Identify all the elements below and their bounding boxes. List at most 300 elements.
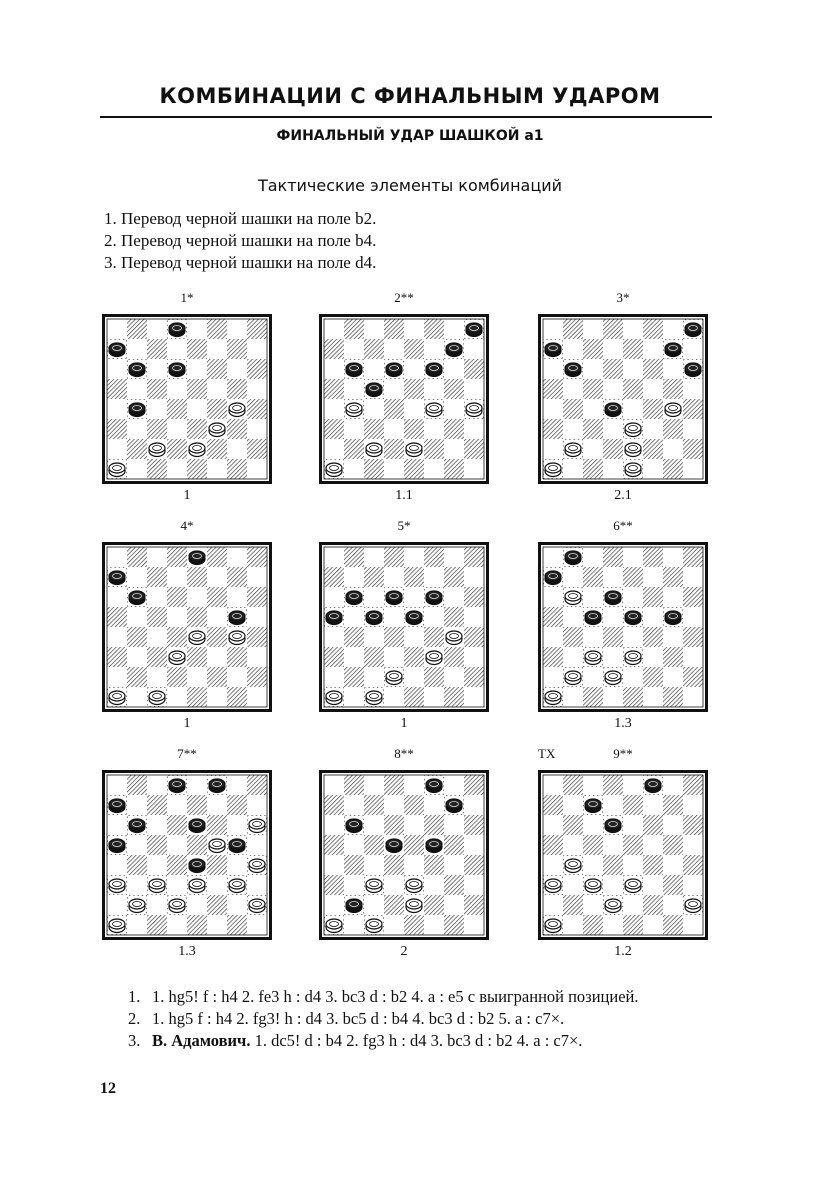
white-checker — [624, 420, 642, 438]
dark-square — [623, 835, 643, 855]
dark-square — [623, 339, 643, 359]
black-checker — [644, 776, 662, 794]
dark-square — [247, 547, 267, 567]
white-checker — [564, 668, 582, 686]
white-checker — [325, 460, 343, 478]
dark-square — [324, 419, 344, 439]
white-checker — [248, 856, 266, 874]
dark-square — [404, 379, 424, 399]
dark-square — [324, 875, 344, 895]
dark-square — [207, 855, 227, 875]
dark-square — [247, 775, 267, 795]
dark-square — [127, 439, 147, 459]
dark-square — [167, 547, 187, 567]
dark-square — [227, 567, 247, 587]
white-checker — [108, 916, 126, 934]
dark-square — [543, 835, 563, 855]
solutions-list — [128, 986, 718, 1052]
white-checker — [624, 876, 642, 894]
dark-square — [384, 319, 404, 339]
black-checker — [405, 608, 423, 626]
dark-square — [464, 895, 484, 915]
black-checker — [604, 816, 622, 834]
black-checker — [128, 360, 146, 378]
white-checker — [248, 816, 266, 834]
dark-square — [603, 855, 623, 875]
white-checker — [624, 460, 642, 478]
dark-square — [384, 855, 404, 875]
white-checker — [564, 588, 582, 606]
dark-square — [187, 419, 207, 439]
white-checker — [108, 460, 126, 478]
dark-square — [364, 459, 384, 479]
black-checker — [188, 856, 206, 874]
white-checker — [168, 648, 186, 666]
black-checker — [544, 568, 562, 586]
dark-square — [167, 855, 187, 875]
dark-square — [384, 547, 404, 567]
dark-square — [583, 379, 603, 399]
white-checker — [365, 876, 383, 894]
dark-square — [404, 419, 424, 439]
dark-square — [127, 775, 147, 795]
section-heading: Тактические элементы комбинаций — [257, 176, 563, 195]
dark-square — [683, 855, 703, 875]
black-checker — [544, 340, 562, 358]
dark-square — [187, 607, 207, 627]
dark-square — [643, 587, 663, 607]
dark-square — [187, 687, 207, 707]
dark-square — [683, 667, 703, 687]
dark-square — [583, 459, 603, 479]
dark-square — [107, 379, 127, 399]
white-checker — [584, 648, 602, 666]
dark-square — [344, 775, 364, 795]
dark-square — [583, 339, 603, 359]
dark-square — [404, 795, 424, 815]
tactical-elements-list — [104, 208, 704, 274]
white-checker — [405, 440, 423, 458]
checkerboard — [102, 770, 272, 940]
black-checker — [208, 776, 226, 794]
dark-square — [247, 667, 267, 687]
dark-square — [187, 647, 207, 667]
dark-square — [663, 419, 683, 439]
page-title: КОМБИНАЦИИ С ФИНАЛЬНЫМ УДАРОМ — [159, 84, 661, 108]
black-checker — [624, 608, 642, 626]
dark-square — [187, 379, 207, 399]
white-checker — [624, 440, 642, 458]
dark-square — [344, 667, 364, 687]
black-checker — [664, 340, 682, 358]
dark-square — [543, 419, 563, 439]
dark-square — [464, 587, 484, 607]
diagram-label: 3* — [616, 290, 630, 305]
diagram-label: 5* — [397, 518, 411, 533]
white-checker — [405, 876, 423, 894]
solution-text: 1. hg5 f : h4 2. fg3! h : d4 3. bc5 d : b4 4. bc3 d : b2 5. a : c7×. — [152, 1009, 565, 1028]
dark-square — [384, 399, 404, 419]
dark-square — [543, 379, 563, 399]
dark-square — [464, 775, 484, 795]
dark-square — [643, 319, 663, 339]
black-checker — [584, 796, 602, 814]
black-checker — [425, 360, 443, 378]
dark-square — [543, 607, 563, 627]
solution-item — [128, 986, 718, 1008]
black-checker — [345, 816, 363, 834]
black-checker — [168, 776, 186, 794]
black-checker — [684, 360, 702, 378]
dark-square — [247, 627, 267, 647]
dark-square — [464, 439, 484, 459]
dark-square — [683, 587, 703, 607]
black-checker — [465, 320, 483, 338]
black-checker — [228, 608, 246, 626]
black-checker — [584, 608, 602, 626]
page-number: 12 — [100, 1080, 116, 1097]
dark-square — [187, 795, 207, 815]
diagram-ref: 1.1 — [395, 488, 413, 503]
dark-square — [344, 439, 364, 459]
dark-square — [663, 687, 683, 707]
dark-square — [404, 687, 424, 707]
dark-square — [187, 339, 207, 359]
white-checker — [228, 628, 246, 646]
black-checker — [425, 776, 443, 794]
dark-square — [247, 587, 267, 607]
dark-square — [643, 399, 663, 419]
black-checker — [188, 816, 206, 834]
dark-square — [187, 567, 207, 587]
dark-square — [424, 627, 444, 647]
dark-square — [563, 399, 583, 419]
checkerboard — [319, 314, 489, 484]
dark-square — [147, 419, 167, 439]
dark-square — [563, 775, 583, 795]
white-checker — [544, 916, 562, 934]
white-checker — [188, 628, 206, 646]
white-checker — [405, 896, 423, 914]
dark-square — [623, 795, 643, 815]
dark-square — [207, 667, 227, 687]
white-checker — [385, 668, 403, 686]
diagram-ref: 1.3 — [178, 944, 196, 959]
dark-square — [147, 795, 167, 815]
dark-square — [643, 667, 663, 687]
dark-square — [444, 687, 464, 707]
dark-square — [444, 459, 464, 479]
dark-square — [424, 815, 444, 835]
white-checker — [108, 876, 126, 894]
white-checker — [128, 896, 146, 914]
dark-square — [324, 835, 344, 855]
dark-square — [364, 795, 384, 815]
diagram-ref: 1.2 — [614, 944, 632, 959]
dark-square — [207, 319, 227, 339]
dark-square — [384, 627, 404, 647]
dark-square — [663, 795, 683, 815]
diagram-ref: 1.3 — [614, 716, 632, 731]
dark-square — [683, 775, 703, 795]
black-checker — [168, 320, 186, 338]
dark-square — [167, 667, 187, 687]
checkerboard — [102, 542, 272, 712]
dark-square — [147, 339, 167, 359]
diagram-ref: 1 — [183, 716, 191, 731]
dark-square — [603, 627, 623, 647]
dark-square — [247, 359, 267, 379]
diagram-ref: 1 — [183, 488, 191, 503]
black-checker — [108, 568, 126, 586]
black-checker — [385, 588, 403, 606]
black-checker — [108, 340, 126, 358]
dark-square — [643, 439, 663, 459]
dark-square — [227, 339, 247, 359]
dark-square — [147, 567, 167, 587]
dark-square — [663, 835, 683, 855]
black-checker — [128, 816, 146, 834]
dark-square — [683, 399, 703, 419]
white-checker — [425, 400, 443, 418]
dark-square — [207, 547, 227, 567]
white-checker — [564, 440, 582, 458]
dark-square — [563, 627, 583, 647]
dark-square — [147, 459, 167, 479]
dark-square — [603, 775, 623, 795]
dark-square — [207, 815, 227, 835]
checkerboard — [319, 770, 489, 940]
dark-square — [127, 667, 147, 687]
white-checker — [248, 896, 266, 914]
diagram-label: 7** — [177, 746, 197, 761]
solution-number: 3. — [128, 1031, 141, 1050]
black-checker — [228, 836, 246, 854]
dark-square — [464, 667, 484, 687]
dark-square — [167, 587, 187, 607]
white-checker — [325, 916, 343, 934]
checkerboard — [319, 542, 489, 712]
white-checker — [148, 440, 166, 458]
black-checker — [425, 836, 443, 854]
black-checker — [664, 608, 682, 626]
white-checker — [624, 648, 642, 666]
diagram-ref: 1 — [400, 716, 408, 731]
dark-square — [127, 547, 147, 567]
diagram-label: 4* — [180, 518, 194, 533]
black-checker — [425, 588, 443, 606]
white-checker — [108, 688, 126, 706]
dark-square — [444, 607, 464, 627]
dark-square — [167, 399, 187, 419]
dark-square — [424, 895, 444, 915]
dark-square — [643, 815, 663, 835]
dark-square — [324, 567, 344, 587]
dark-square — [207, 399, 227, 419]
dark-square — [464, 815, 484, 835]
white-checker — [684, 896, 702, 914]
diagram-label: 1* — [180, 290, 194, 305]
diagram-tag: ТХ — [538, 746, 556, 761]
black-checker — [385, 836, 403, 854]
solution-number: 2. — [128, 1009, 141, 1028]
dark-square — [643, 895, 663, 915]
black-checker — [365, 608, 383, 626]
dark-square — [444, 647, 464, 667]
black-checker — [325, 608, 343, 626]
black-checker — [188, 548, 206, 566]
dark-square — [623, 687, 643, 707]
dark-square — [147, 915, 167, 935]
dark-square — [167, 439, 187, 459]
dark-square — [464, 627, 484, 647]
diagram-label: 2** — [394, 290, 414, 305]
white-checker — [325, 688, 343, 706]
checkerboard — [538, 542, 708, 712]
dark-square — [227, 459, 247, 479]
dark-square — [444, 567, 464, 587]
dark-square — [424, 319, 444, 339]
black-checker — [108, 796, 126, 814]
dark-square — [603, 439, 623, 459]
solution-text: 1. dc5! d : b4 2. fg3 h : d4 3. bc3 d : b2 4. a : c7×. — [250, 1031, 583, 1050]
black-checker — [564, 360, 582, 378]
dark-square — [227, 687, 247, 707]
dark-square — [583, 915, 603, 935]
dark-square — [404, 459, 424, 479]
white-checker — [365, 916, 383, 934]
white-checker — [544, 876, 562, 894]
dark-square — [384, 775, 404, 795]
dark-square — [563, 815, 583, 835]
dark-square — [324, 379, 344, 399]
dark-square — [384, 895, 404, 915]
black-checker — [345, 360, 363, 378]
dark-square — [364, 835, 384, 855]
solution-item — [128, 1030, 718, 1052]
tactical-element: 3. Перевод черной шашки на поле d4. — [104, 253, 377, 272]
dark-square — [344, 855, 364, 875]
dark-square — [643, 547, 663, 567]
dark-square — [207, 359, 227, 379]
dark-square — [227, 647, 247, 667]
black-checker — [108, 836, 126, 854]
white-checker — [228, 876, 246, 894]
diagram-label: 8** — [394, 746, 414, 761]
dark-square — [324, 339, 344, 359]
dark-square — [127, 627, 147, 647]
white-checker — [564, 856, 582, 874]
dark-square — [563, 895, 583, 915]
tactical-element: 1. Перевод черной шашки на поле b2. — [104, 209, 377, 228]
white-checker — [445, 628, 463, 646]
dark-square — [404, 567, 424, 587]
dark-square — [464, 359, 484, 379]
dark-square — [444, 379, 464, 399]
white-checker — [365, 440, 383, 458]
dark-square — [187, 835, 207, 855]
dark-square — [344, 627, 364, 647]
dark-square — [227, 795, 247, 815]
dark-square — [663, 379, 683, 399]
black-checker — [604, 400, 622, 418]
dark-square — [663, 647, 683, 667]
black-checker — [128, 400, 146, 418]
white-checker — [168, 896, 186, 914]
dark-square — [424, 667, 444, 687]
dark-square — [207, 895, 227, 915]
black-checker — [345, 896, 363, 914]
dark-square — [324, 647, 344, 667]
dark-square — [583, 687, 603, 707]
white-checker — [584, 876, 602, 894]
diagram-label: 6** — [613, 518, 633, 533]
dark-square — [247, 439, 267, 459]
dark-square — [247, 399, 267, 419]
dark-square — [384, 439, 404, 459]
title-rule — [100, 116, 712, 118]
checkerboard — [538, 314, 708, 484]
dark-square — [623, 915, 643, 935]
solution-text: 1. hg5! f : h4 2. fe3 h : d4 3. bc3 d : b2 4. a : e5 с выигранной позицией. — [152, 987, 639, 1006]
checkerboard — [102, 314, 272, 484]
black-checker — [128, 588, 146, 606]
dark-square — [147, 835, 167, 855]
white-checker — [664, 400, 682, 418]
dark-square — [444, 419, 464, 439]
white-checker — [365, 688, 383, 706]
dark-square — [344, 319, 364, 339]
dark-square — [683, 439, 703, 459]
dark-square — [444, 835, 464, 855]
dark-square — [663, 875, 683, 895]
dark-square — [603, 359, 623, 379]
dark-square — [643, 627, 663, 647]
dark-square — [643, 855, 663, 875]
dark-square — [107, 419, 127, 439]
dark-square — [464, 855, 484, 875]
dark-square — [424, 439, 444, 459]
dark-square — [643, 359, 663, 379]
checkerboard — [538, 770, 708, 940]
white-checker — [148, 876, 166, 894]
dark-square — [603, 547, 623, 567]
dark-square — [623, 379, 643, 399]
dark-square — [207, 627, 227, 647]
white-checker — [208, 420, 226, 438]
tactical-element: 2. Перевод черной шашки на поле b4. — [104, 231, 377, 250]
dark-square — [147, 379, 167, 399]
dark-square — [543, 795, 563, 815]
dark-square — [364, 419, 384, 439]
dark-square — [583, 835, 603, 855]
dark-square — [364, 339, 384, 359]
dark-square — [563, 319, 583, 339]
dark-square — [404, 835, 424, 855]
dark-square — [663, 915, 683, 935]
black-checker — [385, 360, 403, 378]
dark-square — [127, 319, 147, 339]
dark-square — [444, 915, 464, 935]
dark-square — [364, 567, 384, 587]
dark-square — [364, 647, 384, 667]
white-checker — [425, 648, 443, 666]
white-checker — [228, 400, 246, 418]
dark-square — [424, 547, 444, 567]
diagram-ref: 2.1 — [614, 488, 632, 503]
dark-square — [683, 627, 703, 647]
dark-square — [107, 647, 127, 667]
